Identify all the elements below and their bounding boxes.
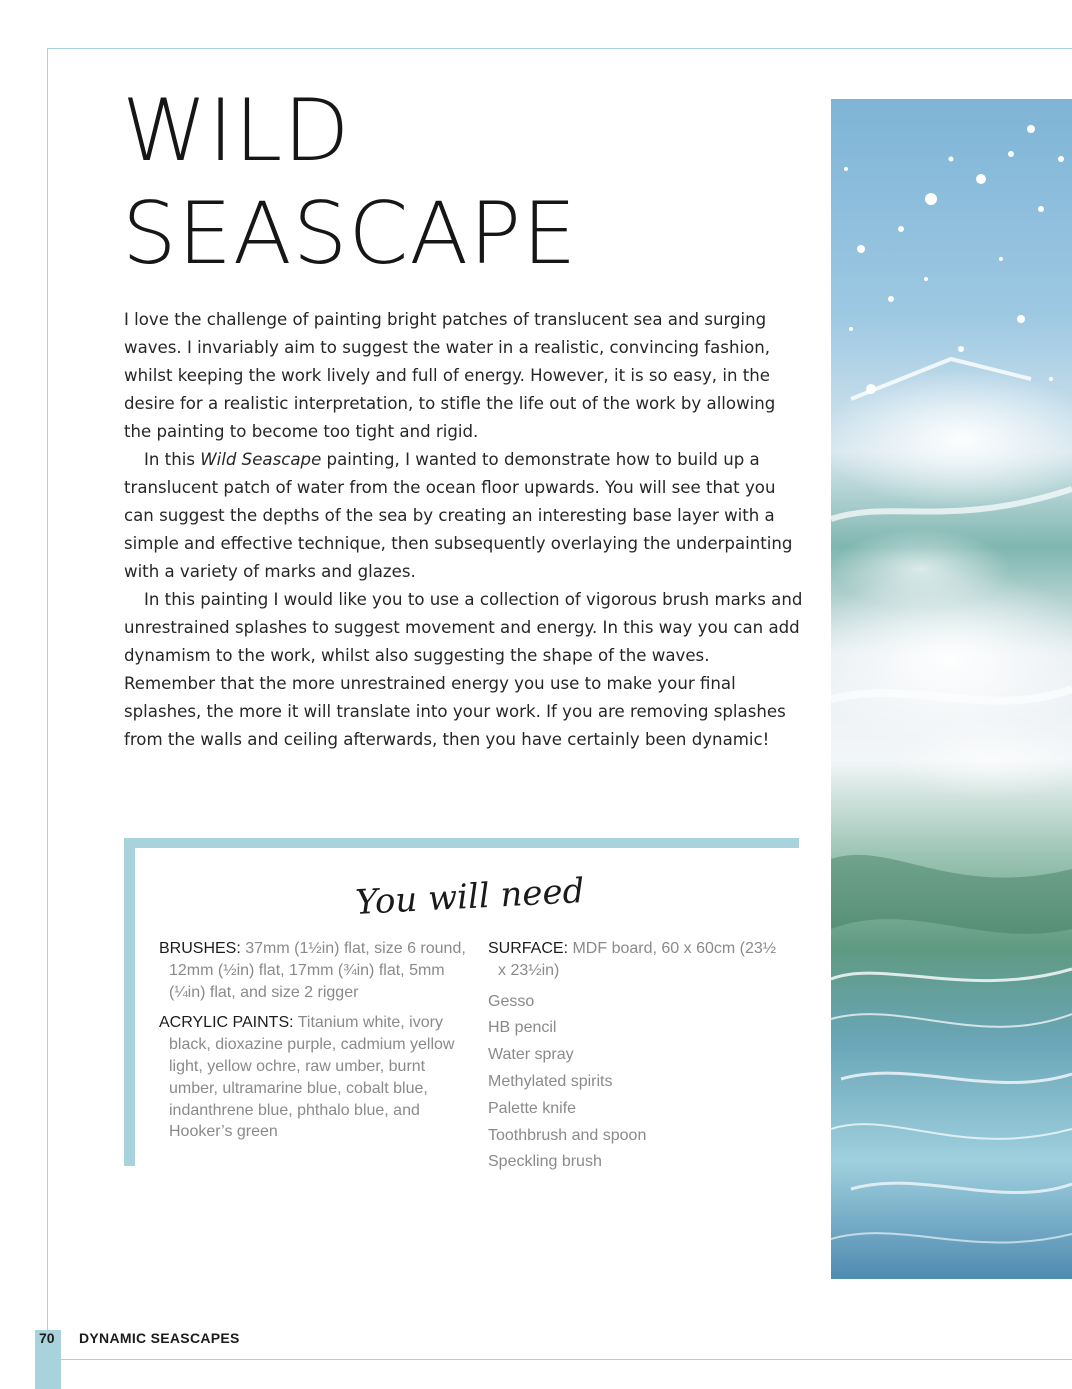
brushes-text: 37mm (1½in) flat, size 6 round, 12mm (½in) flat, 17mm (¾in) flat, 5mm (¼in) flat, and size 2 rigger <box>169 940 466 1001</box>
title-line-2: SEASCAPE <box>122 184 578 284</box>
you-will-need-text: You will need <box>354 871 586 923</box>
material-item: Toothbrush and spoon <box>488 1126 647 1144</box>
intro-paragraph-1: I love the challenge of painting bright patches of translucent sea and surging waves. I invariably aim to suggest the water in a realistic, convincing fashion, whilst keeping the work lively and full of energy. However, it is so easy, in the desire for a realistic interpretation, to stifle the life out of the work by allowing the painting to become too tight and rigid. <box>124 310 776 441</box>
you-will-need-heading <box>340 866 600 926</box>
material-item: Methylated spirits <box>488 1072 613 1090</box>
page-number: 70 <box>39 1330 55 1346</box>
page-title <box>122 80 577 286</box>
materials-right-column <box>488 938 788 1178</box>
seascape-painting-image <box>831 99 1072 1279</box>
painting-name: Wild Seascape <box>200 450 322 469</box>
intro-paragraph-2 <box>124 446 804 586</box>
frame-rule-left <box>47 48 48 1348</box>
materials-box-left-bar <box>124 838 135 1166</box>
intro-paragraph-3: In this painting I would like you to use a collection of vigorous brush marks and unrestrained splashes to suggest movement and energy. In this way you can add dynamism to the work, whilst also suggesting the shape of the waves. Remember that the more unrestrained energy you use to make your final splashes, the more it will translate into your work. If you are removing splashes from the walls and ceiling afterwards, then you have certainly been dynamic! <box>124 590 803 749</box>
materials-box-top-bar <box>124 838 799 848</box>
title-line-1: WILD <box>122 81 351 181</box>
intro-paragraph-2-start: In this <box>144 450 201 469</box>
intro-paragraph-2-rest: painting, I wanted to demonstrate how to build up a translucent patch of water from the ocean floor upwards. You will see that you can suggest the depths of the sea by creating an interesting base layer with a simple and effective technique, then subsequently overlaying the underpainting with a variety of marks and glazes. <box>124 450 793 581</box>
material-item: Speckling brush <box>488 1153 602 1171</box>
acrylic-paints-label: ACRYLIC PAINTS: <box>159 1014 294 1032</box>
running-footer-title: DYNAMIC SEASCAPES <box>79 1330 240 1346</box>
material-item: HB pencil <box>488 1019 557 1037</box>
surface-label: SURFACE: <box>488 940 569 957</box>
surface-entry <box>488 938 788 982</box>
intro-text <box>124 306 804 754</box>
frame-rule-bottom <box>47 1359 1072 1360</box>
brushes-entry <box>159 938 471 1003</box>
material-item: Water spray <box>488 1046 574 1064</box>
acrylic-paints-text: Titanium white, ivory black, dioxazine purple, cadmium yellow light, yellow ochre, raw umber, burnt umber, ultramarine blue, cobalt blue, indanthrene blue, phthalo blue, and Hooker’s green <box>169 1014 455 1141</box>
acrylic-paints-entry <box>159 1012 471 1143</box>
frame-rule-top <box>47 48 1072 49</box>
materials-left-column <box>159 938 471 1152</box>
brushes-label: BRUSHES: <box>159 940 241 957</box>
surface-text: MDF board, 60 x 60cm (23½ x 23½in) <box>498 940 777 979</box>
material-item: Palette knife <box>488 1099 577 1117</box>
seascape-painting-art <box>831 99 1072 1279</box>
material-item: Gesso <box>488 992 535 1010</box>
